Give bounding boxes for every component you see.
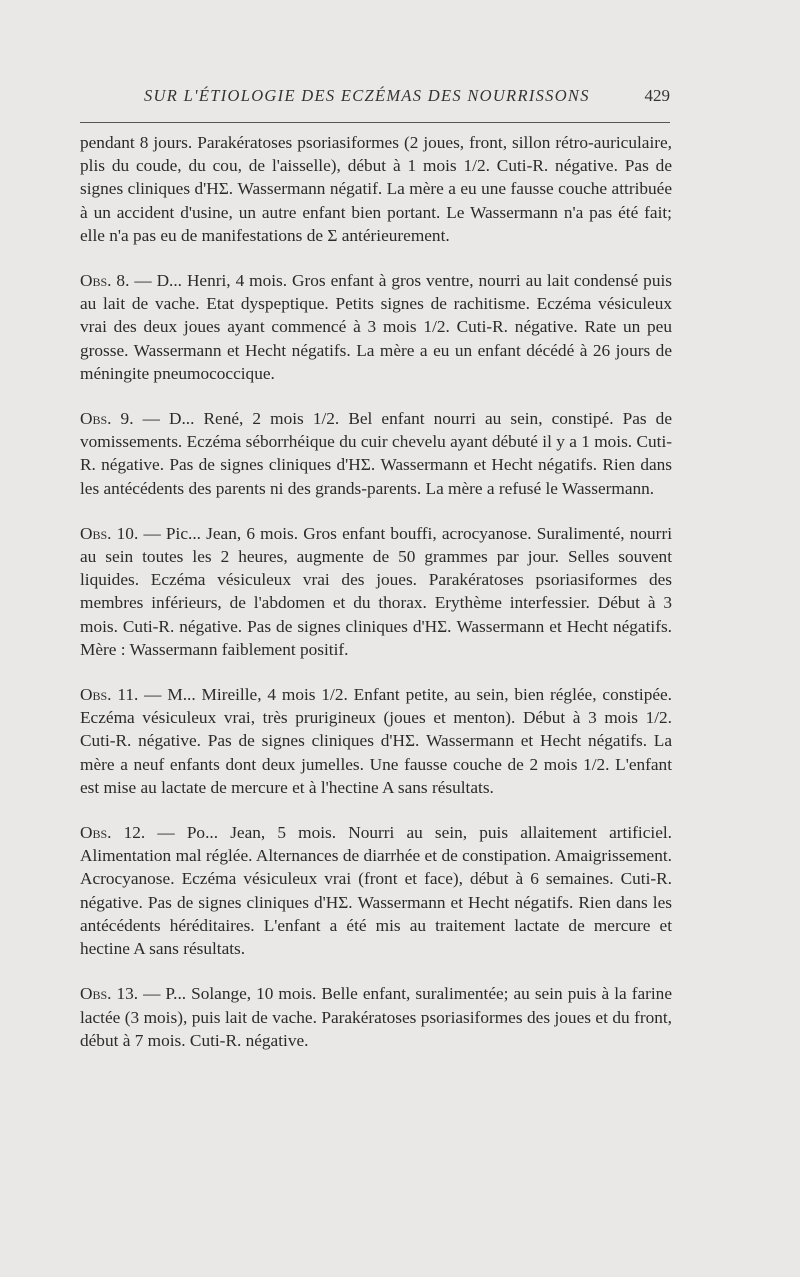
observation-text: — Po... Jean, 5 mois. Nourri au sein, puis allaitement artificiel. Alimentation mal réglée. Alternances de diarrhée et de constipation. Amaigrissement. Acrocyanose. Eczéma vésiculeux vrai (front et face), début à 6 semaines. Cuti-R. négative. Pas de signes cliniques d'HΣ. Wassermann et Hecht négatifs. Rien dans les antécédents héréditaires. L'enfant a été mis au traitement lactate de mercure et hectine A sans résultats.	[80, 823, 672, 959]
running-title: SUR L'ÉTIOLOGIE DES ECZÉMAS DES NOURRISSONS	[144, 86, 590, 105]
header-rule	[80, 122, 670, 123]
running-head	[80, 86, 670, 116]
observation-label: Obs. 8.	[80, 271, 130, 291]
observation-text: — Pic... Jean, 6 mois. Gros enfant bouffi, acrocyanose. Suralimenté, nourri au sein toutes les 2 heures, augmente de 50 grammes par jour. Selles souvent liquides. Eczéma vésiculeux vrai des joues. Parakératoses psoriasiformes des membres inférieurs, de l'abdomen et du thorax. Erythème interfessier. Début à 3 mois. Cuti-R. négative. Pas de signes cliniques d'HΣ. Wassermann et Hecht négatifs. Mère : Wassermann faiblement positif.	[80, 523, 672, 659]
observation-label: Obs. 10.	[80, 523, 139, 543]
observation-label: Obs. 11.	[80, 685, 139, 705]
observation-8	[80, 269, 672, 385]
observation-label: Obs. 12.	[80, 823, 146, 843]
observation-text: — D... Henri, 4 mois. Gros enfant à gros ventre, nourri au lait condensé puis au lait de vache. Etat dyspeptique. Petits signes de rachitisme. Eczéma vésiculeux vrai des deux joues ayant commencé à 3 mois 1/2. Cuti-R. négative. Rate un peu grosse. Wassermann et Hecht négatifs. La mère a eu un enfant décédé à 26 jours de méningite pneumococcique.	[80, 271, 672, 383]
observation-text: — D... René, 2 mois 1/2. Bel enfant nourri au sein, constipé. Pas de vomissements. Eczéma séborrhéique du cuir chevelu ayant débuté il y a 1 mois. Cuti-R. négative. Pas de signes cliniques d'HΣ. Wassermann et Hecht négatifs. Rien dans les antécédents des parents ni des grands-parents. La mère a refusé le Wassermann.	[80, 409, 672, 498]
observation-10	[80, 522, 672, 661]
observation-9	[80, 407, 672, 500]
observation-label: Obs. 13.	[80, 984, 139, 1004]
observation-13	[80, 982, 672, 1052]
paragraph-text: pendant 8 jours. Parakératoses psoriasiformes (2 joues, front, sillon rétro-auriculaire, plis du coude, du cou, de l'aisselle), début à 1 mois 1/2. Cuti-R. négative. Pas de signes cliniques d'HΣ. Wassermann négatif. La mère a eu une fausse couche attribuée à un accident d'usine, un autre enfant bien portant. Le Wassermann n'a pas été fait; elle n'a pas eu de manifestations de Σ antérieurement.	[80, 133, 672, 245]
observation-text: — P... Solange, 10 mois. Belle enfant, suralimentée; au sein puis à la farine lactée (3 mois), puis lait de vache. Parakératoses psoriasiformes des joues et du front, début à 7 mois. Cuti-R. négative.	[80, 984, 672, 1050]
observation-12	[80, 821, 672, 960]
body-text	[80, 131, 672, 1052]
paragraph-continuation	[80, 131, 672, 247]
observation-label: Obs. 9.	[80, 409, 134, 429]
page-number: 429	[644, 86, 670, 105]
observation-text: — M... Mireille, 4 mois 1/2. Enfant petite, au sein, bien réglée, constipée. Eczéma vésiculeux vrai, très prurigineux (joues et menton). Début à 3 mois 1/2. Cuti-R. négative. Pas de signes cliniques d'HΣ. Wassermann et Hecht négatifs. La mère a neuf enfants dont deux jumelles. Une fausse couche de 2 mois 1/2. L'enfant est mise au lactate de mercure et à l'hectine A sans résultats.	[80, 685, 672, 797]
observation-11	[80, 683, 672, 799]
